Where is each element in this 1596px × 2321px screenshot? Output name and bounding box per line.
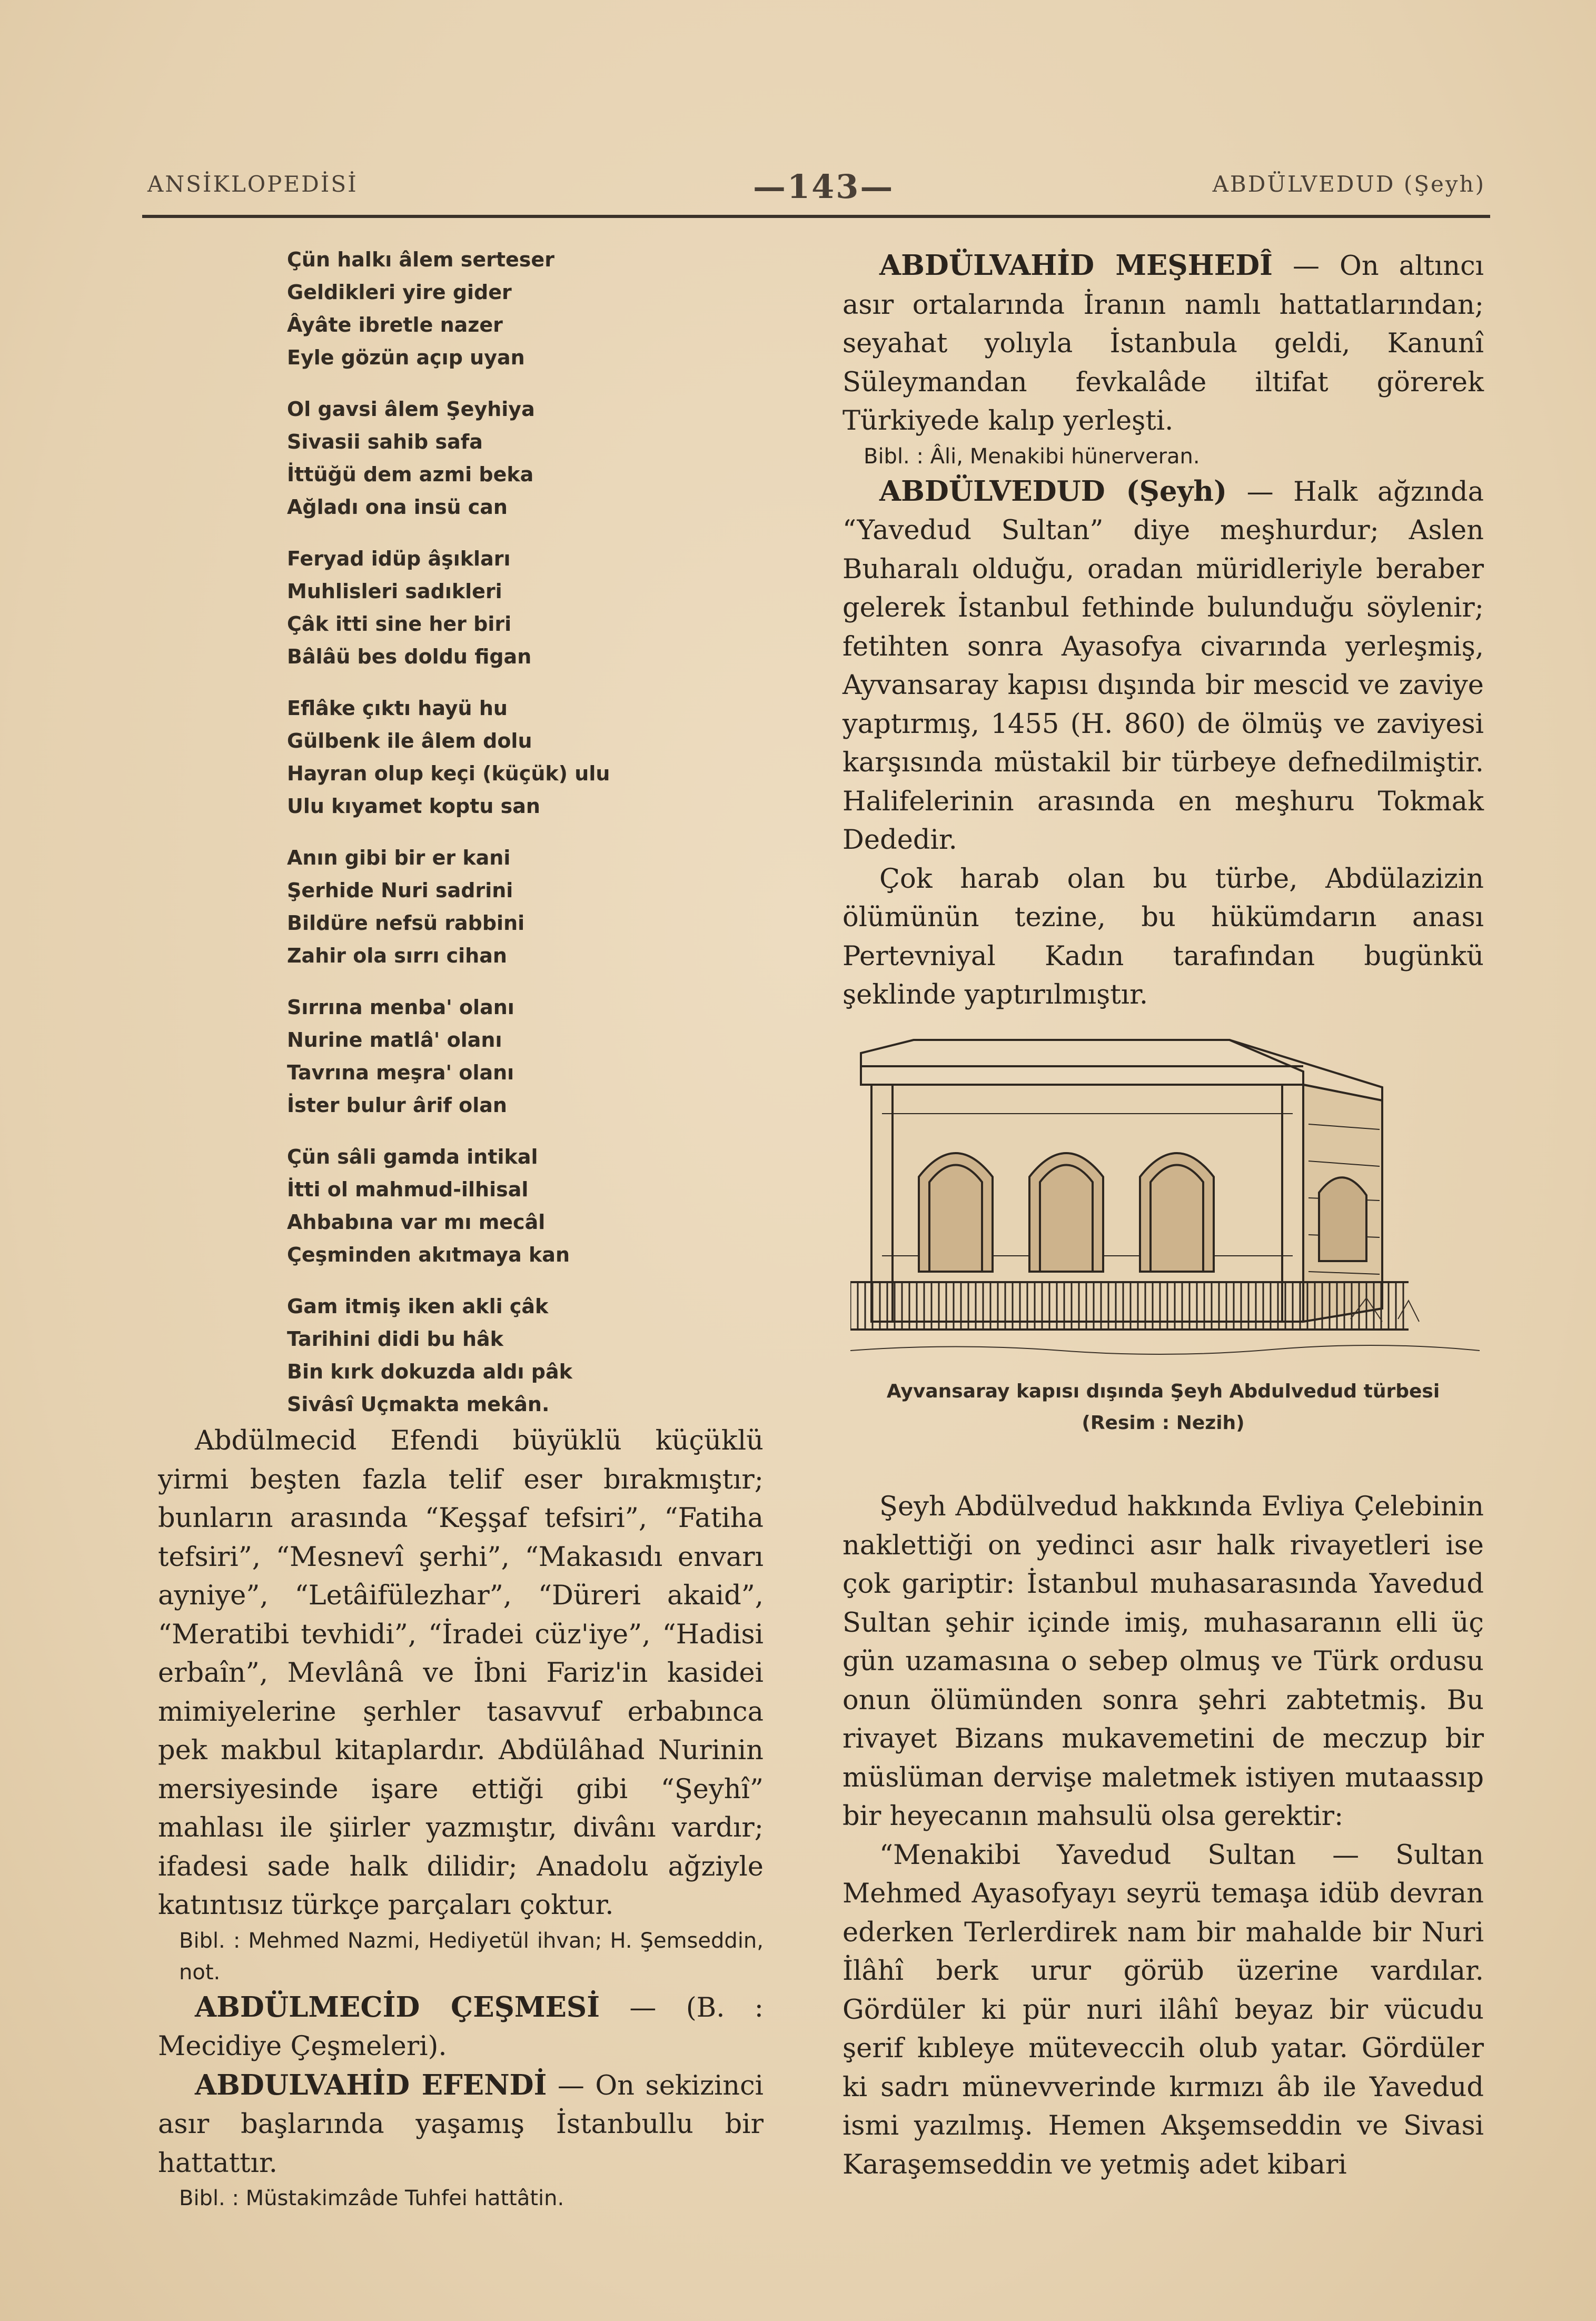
caption-title: Ayvansaray kapısı dışında Şeyh Abdulvedud türbesi <box>886 1381 1440 1402</box>
bibliography: Bibl. : Âli, Menakibi hünerveran. <box>864 444 1200 469</box>
paragraph: Çok harab olan bu türbe, Abdülazizin ölümünün tezine, bu hükümdarın anası Pertevniyal Kadın tarafından bugünkü şeklinde yaptırılmıştır. <box>842 863 1484 1010</box>
poem-line: Eyle gözün açıp uyan <box>287 346 525 369</box>
poem-stanza <box>287 243 761 374</box>
paragraph: Şeyh Abdülvedud hakkında Evliya Çelebinin naklettiği on yedinci asır halk rivayetleri ise çok gariptir: İstanbul muhasarasında Yavedud Sultan şehir içinde imiş, muhasaranın elli üç gün uzamasına o sebep olmuş ve Türk ordusu onun ölümünden sonra şehri zabtetmiş. Bu rivayet Bizans mukavemetini de meczup bir müslüman dervişe maletmek istiyen mutaassıp bir heyecanın mahsulü olsa gerektir: <box>842 1491 1484 1832</box>
entry-body: — Halk ağzında “Yavedud Sultan” diye meşhurdur; Aslen Buharalı olduğu, oradan müridleriyle beraber gelerek İstanbul fethinde bulunduğu söylenir; fetihten sonra Ayasofya civarında yerleşmiş, Ayvansaray kapısı dışında bir mescid ve zaviye yaptırmış, 1455 (H. 860) de ölmüş ve zaviyesi karşısında müstakil bir türbeye defnedilmiştir. Halifelerinin arasında en meşhuru Tokmak Dededir. <box>842 476 1484 856</box>
poem-stanza <box>287 841 761 972</box>
poem-line: Hayran olup keçi (küçük) ulu <box>287 762 610 785</box>
poem-line: Feryad idüp âşıkları <box>287 547 511 570</box>
poem-line: Bâlâü bes doldu figan <box>287 645 532 668</box>
paragraph: Abdülmecid Efendi büyüklü küçüklü yirmi beşten fazla telif eser bırakmıştır; bunların arasında “Keşşaf tefsiri”, “Fatiha tefsiri”, “Mesnevî şerhi”, “Makasıdı envarı ayniye”, “Letâifülezhar”, “Düreri akaid”, “Meratibi tevhidi”, “İradei cüz'iye”, “Hadisi erbaîn”, Mevlânâ ve İbni Fariz'in kasidei mimiyelerine şerhler tasavvuf erbabınca pek makbul kitaplardır. Abdülâhad Nurinin mersiyesinde işare ettiği gibi “Şeyhî” mahlası ile şiirler yazmıştır, divânı vardır; ifadesi sade halk dilidir; Anadolu ağziyle katıntısız türkçe parçaları çoktur. <box>158 1425 764 1921</box>
right-column-bottom <box>842 1487 1484 2184</box>
poem-line: Nurine matlâ' olanı <box>287 1028 502 1052</box>
poem-line: Ulu kıyamet koptu san <box>287 795 540 818</box>
header-rule <box>142 215 1490 218</box>
poem-line: Tarihini didi bu hâk <box>287 1327 503 1351</box>
poem-line: Gam itmiş iken akli çâk <box>287 1295 549 1318</box>
paragraph: “Menakibi Yavedud Sultan — Sultan Mehmed Ayasofyayı seyrü temaşa idüb devran ederken Terlerdirek nam bir mahalde bir Nuri İlâhî berk urur görüb üzerine vardılar. Gördüler ki pür nuri ilâhî beyaz bir vücudu şerif kıbleye müteveccih olub yatar. Gördüler ki sadrı münevverinde kırmızı âb ile Yavedud ismi yazılmış. Hemen Akşemseddin ve Sivasi Karaşemseddin ve yetmiş adet kibari <box>842 1839 1484 2180</box>
entry-abdulvedud <box>842 472 1484 860</box>
poem-stanza <box>287 692 761 822</box>
entry-body: — (B. : Mecidiye Çeşmeleri). <box>158 1992 764 2062</box>
poem-stanza <box>287 991 761 1122</box>
poem-line: Eflâke çıktı hayü hu <box>287 697 508 720</box>
poem-stanza <box>287 1290 761 1421</box>
entry-title: ABDÜLVAHİD MEŞHEDÎ <box>879 249 1273 282</box>
poem-stanza <box>287 393 761 523</box>
poem-line: Sırrına menba' olanı <box>287 996 514 1019</box>
poem-line: İttüğü dem azmi beka <box>287 463 534 486</box>
poem-line: Âyâte ibretle nazer <box>287 313 503 336</box>
running-header-left: ANSİKLOPEDİSİ <box>147 171 358 197</box>
right-column-top <box>842 246 1484 1015</box>
running-header-right: ABDÜLVEDUD (Şeyh) <box>1212 171 1485 197</box>
poem-line: Ol gavsi âlem Şeyhiya <box>287 398 535 421</box>
poem-line: Sivâsî Uçmakta mekân. <box>287 1393 550 1416</box>
poem <box>287 243 761 1440</box>
poem-line: Ahbabına var mı mecâl <box>287 1211 546 1234</box>
poem-line: İster bulur ârif olan <box>287 1094 507 1117</box>
entry-abdulmecid-cesmesi <box>158 1988 764 2066</box>
poem-line: Çün halkı âlem serteser <box>287 248 554 271</box>
entry-body: — On altıncı asır ortalarında İranın namlı hattatlarından; seyahat yolıyla İstanbula geldi, Kanunî Süleymandan fevkalâde iltifat görerek Türkiyede kalıp yerleşti. <box>842 251 1484 437</box>
figure-caption <box>842 1376 1484 1439</box>
poem-line: Zahir ola sırrı cihan <box>287 944 507 967</box>
poem-line: Tavrına meşra' olanı <box>287 1061 514 1084</box>
entry-title: ABDULVAHİD EFENDİ <box>195 2068 547 2101</box>
poem-line: Bildüre nefsü rabbini <box>287 911 525 935</box>
poem-line: Bin kırk dokuzda aldı pâk <box>287 1360 572 1383</box>
poem-line: Şerhide Nuri sadrini <box>287 879 513 902</box>
poem-line: Çeşminden akıtmaya kan <box>287 1243 570 1266</box>
entry-body: — On sekizinci asır başlarında yaşamış İstanbullu bir hattattır. <box>158 2070 764 2179</box>
poem-stanza <box>287 542 761 673</box>
bibliography: Bibl. : Müstakimzâde Tuhfei hattâtin. <box>179 2186 564 2210</box>
entry-title: ABDÜLMECİD ÇEŞMESİ <box>195 1990 600 2024</box>
poem-line: Çâk itti sine her biri <box>287 612 512 636</box>
poem-stanza <box>287 1140 761 1271</box>
poem-line: Çün sâli gamda intikal <box>287 1145 538 1168</box>
caption-credit: (Resim : Nezih) <box>1082 1412 1245 1434</box>
entry-title: ABDÜLVEDUD (Şeyh) <box>879 474 1227 508</box>
page-number: —143— <box>753 167 895 206</box>
poem-line: Geldikleri yire gider <box>287 281 512 304</box>
poem-line: Muhlisleri sadıkleri <box>287 580 502 603</box>
entry-abdulvahid-meshedi <box>842 246 1484 441</box>
bibliography: Bibl. : Mehmed Nazmi, Hediyetül ihvan; H. Şemseddin, not. <box>179 1928 764 1985</box>
entry-abdulvahid-efendi <box>158 2066 764 2183</box>
poem-line: Gülbenk ile âlem dolu <box>287 729 532 752</box>
poem-line: İtti ol mahmud-ilhisal <box>287 1178 529 1201</box>
left-column-text <box>158 1422 764 2214</box>
poem-line: Ağladı ona insü can <box>287 495 508 519</box>
poem-line: Sivasii sahib safa <box>287 430 483 453</box>
poem-line: Anın gibi bir er kani <box>287 846 511 869</box>
tomb-illustration <box>850 1035 1480 1361</box>
